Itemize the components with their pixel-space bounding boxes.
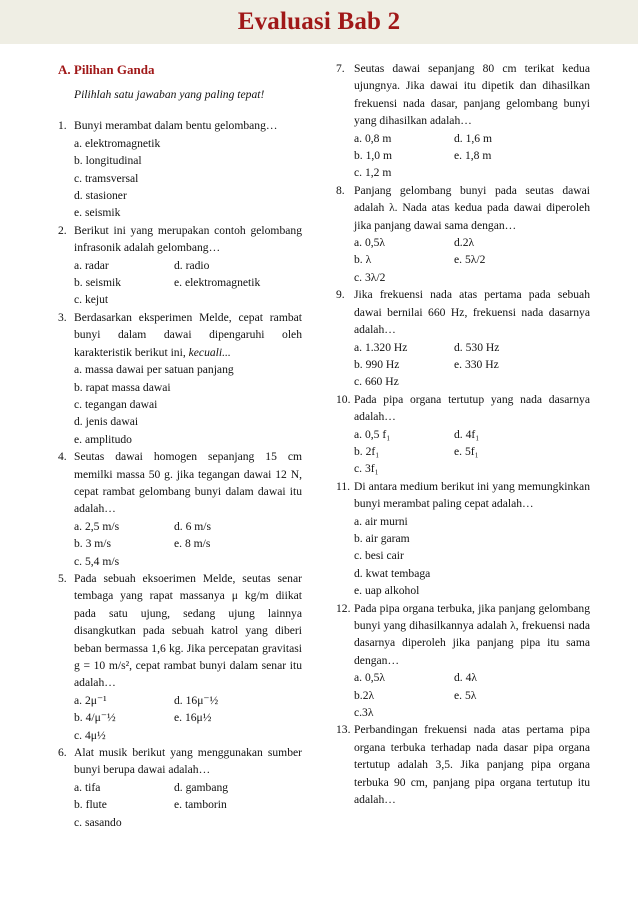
question-text: Di antara medium berikut ini yang memungkinkan bunyi merambat paling cepat adalah… (354, 479, 590, 511)
question-item (58, 222, 302, 309)
question-text: Berdasarkan eksperimen Melde, cepat rambat bunyi dalam dawai dipengaruhi oleh karakteristik berikut ini, kecuali... (74, 310, 302, 359)
answer-option[interactable]: b. air garam (354, 531, 410, 545)
answer-options (354, 426, 590, 478)
answer-option[interactable]: c. sasando (74, 815, 122, 829)
answer-option[interactable]: b. λ (354, 253, 372, 267)
answer-option[interactable]: e. 1,8 m (454, 149, 492, 163)
answer-option[interactable]: e. uap alkohol (354, 584, 420, 598)
question-item (336, 286, 590, 390)
title-bar (0, 0, 638, 44)
answer-options (354, 130, 590, 182)
answer-options (74, 692, 302, 744)
answer-option[interactable]: e. 5λ/2 (454, 253, 486, 267)
answer-option[interactable]: a. 1.320 Hz (354, 340, 408, 354)
question-number: 13. (336, 723, 351, 737)
answer-option[interactable]: b. longitudinal (74, 154, 142, 168)
answer-option[interactable]: e. seismik (74, 206, 121, 220)
answer-option[interactable]: a. 0,8 m (354, 131, 392, 145)
answer-option[interactable]: d. stasioner (74, 189, 127, 203)
question-number: 8. (336, 183, 345, 197)
answer-option[interactable]: d. 4f₁ (454, 427, 480, 441)
section-heading: A. Pilihan Ganda (58, 62, 155, 77)
answer-option[interactable]: d. 6 m/s (174, 519, 212, 533)
answer-option[interactable]: b. 2f₁ (354, 444, 380, 458)
question-text: Pada pipa organa terbuka, jika panjang gelombang bunyi yang dihasilkannya adalah λ, frekuensi nada dasarnya diperoleh jika panjang pipa itu sama dengan… (354, 601, 590, 667)
page-title: Evaluasi Bab 2 (237, 8, 401, 35)
question-text: Alat musik berikut yang menggunakan sumber bunyi berupa dawai adalah… (74, 746, 302, 777)
answer-option[interactable]: c. 4μ½ (74, 728, 106, 742)
answer-option[interactable]: c. 3λ/2 (354, 270, 386, 284)
answer-option[interactable]: e. elektromagnetik (174, 276, 261, 290)
answer-option[interactable]: a. elektromagnetik (74, 136, 161, 150)
question-number: 9. (336, 288, 345, 302)
answer-option[interactable]: d.2λ (454, 236, 475, 250)
answer-option[interactable]: a. 0,5λ (354, 236, 386, 250)
question-item (336, 182, 590, 286)
question-number: 11. (336, 479, 351, 493)
question-text: Pada sebuah eksoerimen Melde, seutas senar tembaga yang rapat massanya μ kg/m diikat pada satu ujung, sedang ujung lainnya disangkutkan pada sebuah katrol yang diberi beban bermassa 1,6 kg. Jika percepatan gravitasi g = 10 m/s², cepat rambat bunyi dalam senar itu adalah… (74, 571, 302, 690)
answer-option[interactable]: a. air murni (354, 514, 408, 528)
answer-option[interactable]: b.2λ (354, 688, 375, 702)
right-column (336, 60, 590, 808)
answer-option[interactable]: b. rapat massa dawai (74, 380, 171, 394)
answer-options (74, 779, 302, 831)
answer-option[interactable]: c. besi cair (354, 549, 404, 563)
answer-options (74, 361, 302, 448)
answer-option[interactable]: e. amplitudo (74, 432, 132, 446)
question-number: 6. (58, 746, 67, 760)
question-number: 2. (58, 223, 67, 237)
question-number: 1. (58, 119, 67, 133)
question-item (336, 60, 590, 182)
answer-option[interactable]: d. kwat tembaga (354, 566, 431, 580)
answer-option[interactable]: b. 3 m/s (74, 537, 112, 551)
right-question-list (336, 60, 590, 808)
answer-option[interactable]: a. tifa (74, 780, 101, 794)
answer-options (354, 513, 590, 600)
question-item (58, 117, 302, 221)
answer-option[interactable]: a. 0,5λ (354, 671, 386, 685)
answer-option[interactable]: c. 660 Hz (354, 375, 399, 389)
question-item (58, 448, 302, 570)
answer-option[interactable]: e. 5λ (454, 688, 477, 702)
answer-options (74, 135, 302, 222)
answer-option[interactable]: d. gambang (174, 780, 229, 794)
answer-option[interactable]: d. 16μ⁻½ (174, 693, 219, 707)
question-item (336, 721, 590, 808)
question-text: Panjang gelombang bunyi pada seutas dawai adalah λ. Nada atas kedua pada dawai diperoleh jika panjang dawai sama dengan… (354, 183, 590, 232)
answer-option[interactable]: b. 990 Hz (354, 357, 400, 371)
answer-options (354, 234, 590, 286)
answer-options (354, 669, 590, 721)
answer-option[interactable]: c. 5,4 m/s (74, 554, 120, 568)
question-text-emphasis: kecuali... (188, 345, 231, 359)
answer-option[interactable]: c.3λ (354, 706, 374, 720)
answer-option[interactable]: c. tegangan dawai (74, 397, 158, 411)
question-text: Seutas dawai homogen sepanjang 15 cm memilki massa 50 g. jika tegangan dawai 12 N, cepat rambat gelombang bunyi dalam dawai itu adalah… (74, 450, 302, 516)
answer-option[interactable]: b. flute (74, 798, 107, 812)
question-text: Seutas dawai sepanjang 80 cm terikat kedua ujungnya. Jika dawai itu dipetik dan dihasilkan frekuensi nada dasar, panjang gelombang bunyi yang dihasilkan adalah… (354, 62, 590, 128)
answer-option[interactable]: d. 530 Hz (454, 340, 500, 354)
answer-option[interactable]: c. tramsversal (74, 171, 139, 185)
answer-option[interactable]: a. radar (74, 258, 109, 272)
answer-option[interactable]: e. 16μ½ (174, 711, 212, 725)
question-item (58, 744, 302, 831)
answer-options (354, 339, 590, 391)
answer-option[interactable]: d. 1,6 m (454, 131, 493, 145)
answer-option[interactable]: a. massa dawai per satuan panjang (74, 363, 234, 377)
question-item (336, 478, 590, 600)
question-number: 3. (58, 310, 67, 324)
answer-option[interactable]: a. 2μ⁻¹ (74, 693, 107, 707)
answer-options (74, 518, 302, 570)
answer-option[interactable]: c. kejut (74, 293, 109, 307)
question-number: 12. (336, 601, 351, 615)
answer-option[interactable]: b. seismik (74, 276, 122, 290)
answer-option[interactable]: e. 8 m/s (174, 537, 211, 551)
answer-option[interactable]: c. 3f₁ (354, 462, 379, 476)
question-item (336, 600, 590, 722)
answer-option[interactable]: a. 0,5 f₁ (354, 427, 391, 441)
question-item (58, 570, 302, 744)
answer-option[interactable]: e. 330 Hz (454, 357, 499, 371)
answer-option[interactable]: b. 1,0 m (354, 149, 393, 163)
question-text: Perbandingan frekuensi nada atas pertama pipa organa terbuka terhadap nada dasar pipa organa tertutup adalah 3,5. Jika panjang pipa organa terbuka 90 cm, panjang pipa organa tertutup itu adalah… (354, 723, 590, 807)
answer-option[interactable]: d. radio (174, 258, 210, 272)
answer-option[interactable]: d. 4λ (454, 671, 478, 685)
left-column (58, 60, 302, 831)
answer-option[interactable]: c. 1,2 m (354, 166, 392, 180)
question-text: Bunyi merambat dalam bentu gelombang… (74, 119, 278, 133)
question-item (58, 309, 302, 448)
question-text: Jika frekuensi nada atas pertama pada sebuah dawai bernilai 660 Hz, frekuensi nada dasarnya adalah… (354, 288, 590, 337)
question-number: 10. (336, 392, 351, 406)
question-text: Pada pipa organa tertutup yang nada dasarnya adalah… (354, 392, 590, 424)
answer-option[interactable]: a. 2,5 m/s (74, 519, 120, 533)
question-number: 7. (336, 62, 345, 75)
left-question-list (58, 117, 302, 831)
answer-option[interactable]: e. 5f₁ (454, 444, 479, 458)
question-number: 4. (58, 450, 67, 464)
question-number: 5. (58, 571, 67, 585)
answer-options (74, 257, 302, 309)
answer-option[interactable]: d. jenis dawai (74, 415, 139, 429)
instruction-text: Pilihlah satu jawaban yang paling tepat! (74, 88, 265, 101)
answer-option[interactable]: e. tamborin (174, 798, 227, 812)
question-item (336, 391, 590, 478)
answer-option[interactable]: b. 4/μ⁻½ (74, 711, 116, 725)
question-text: Berikut ini yang merupakan contoh gelombang infrasonik adalah gelombang… (74, 223, 302, 255)
